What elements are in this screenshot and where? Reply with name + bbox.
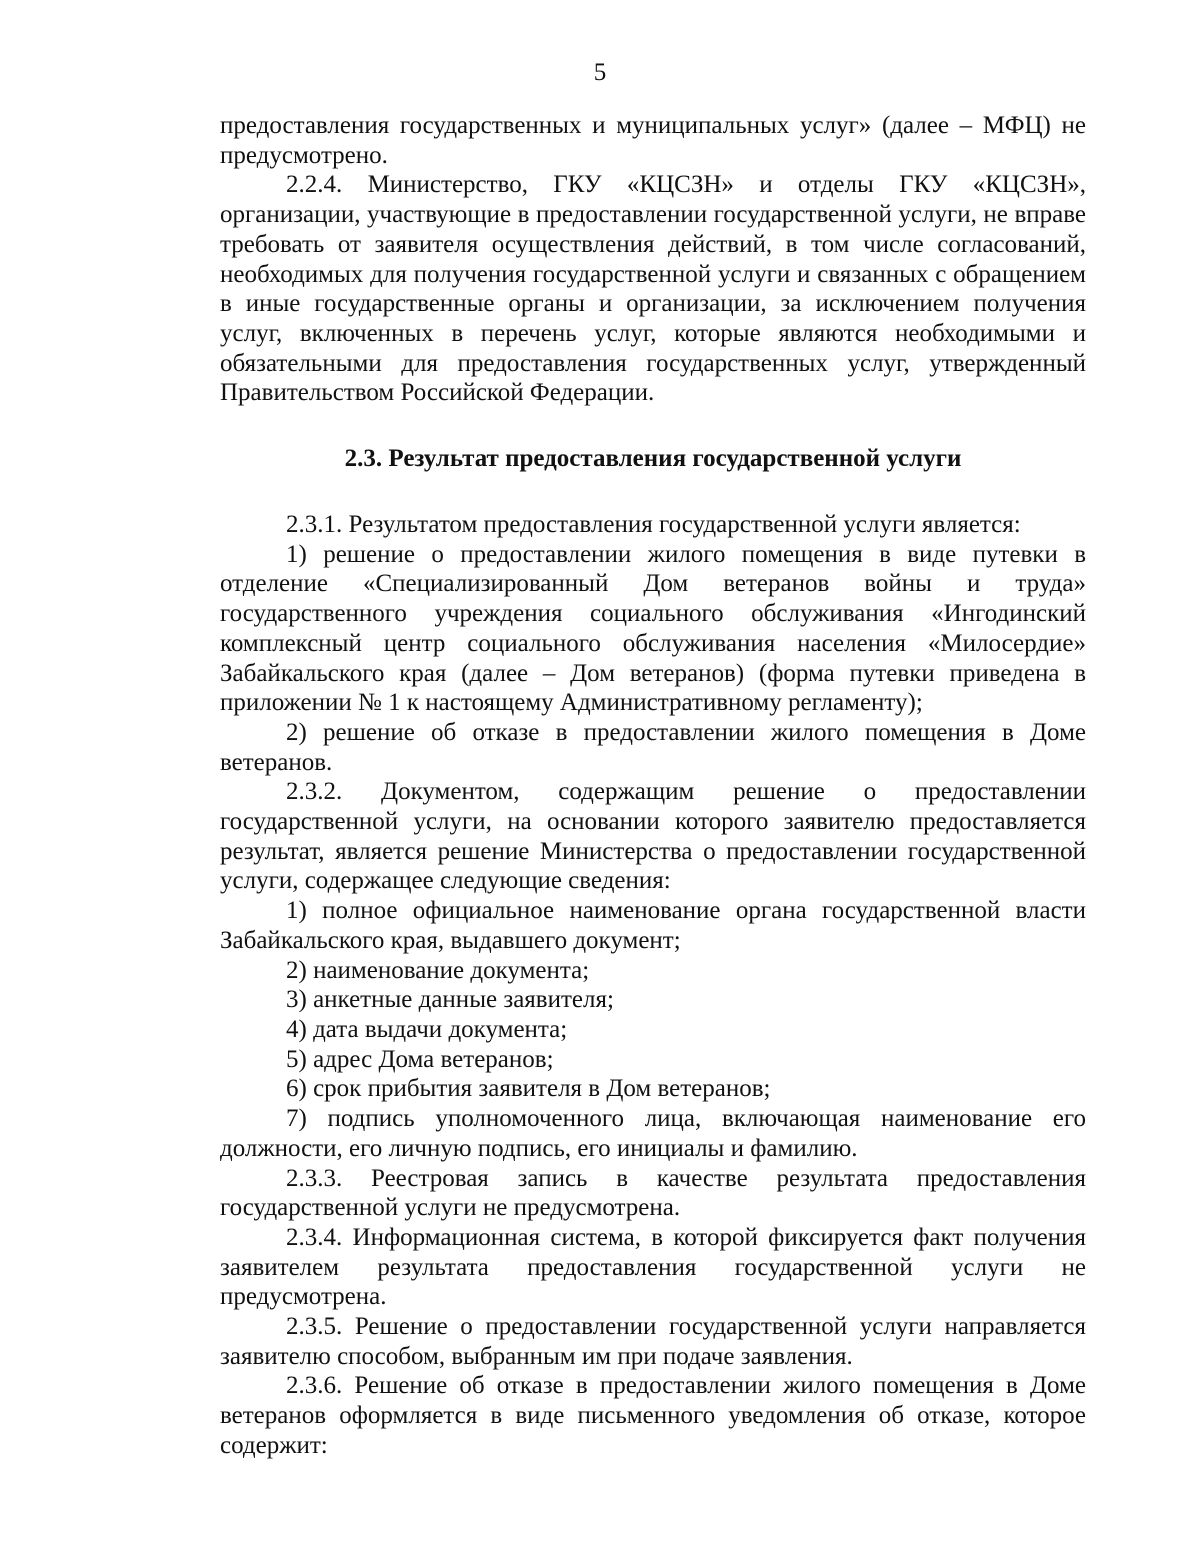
paragraph: 2.2.4. Министерство, ГКУ «КЦСЗН» и отделы ГКУ «КЦСЗН», организации, участвующие в предоставлении государственной услуги, не вправе требовать от заявителя осуществления действий, в том числе согласований, необходимых для получения государственной услуги и связанных с обращением в иные государственные органы и организации, за исключением получения услуг, включенных в перечень услуг, которые являются необходимыми и обязательными для предоставления государственных услуг, утвержденный Правительством Российской Федерации. [220,171,1086,407]
section-heading: 2.3. Результат предоставления государственной услуги [344,445,962,473]
paragraph: 2.3.2. Документом, содержащим решение о предоставлении государственной услуги, на основании которого заявителю предоставляется результат, является решение Министерства о предоставлении государственной услуги, содержащее следующие сведения: [220,778,1086,895]
paragraph: 2.3.5. Решение о предоставлении государственной услуги направляется заявителю способом, выбранным им при подаче заявления. [220,1313,1086,1370]
paragraph: 2.3.3. Реестровая запись в качестве результата предоставления государственной услуги не предусмотрена. [220,1164,1086,1222]
paragraph: 2.3.1. Результатом предоставления государственной услуги является: [286,511,1021,539]
list-item: 2) решение об отказе в предоставлении жилого помещения в Доме ветеранов. [220,718,1086,776]
paragraph: предоставления государственных и муниципальных услуг» (далее – МФЦ) не предусмотрено. [220,112,1086,169]
list-item: 1) полное официальное наименование органа государственной власти Забайкальского края, выдавшего документ; [220,897,1086,954]
list-item: 5) адрес Дома ветеранов; [286,1045,554,1073]
list-item: 1) решение о предоставлении жилого помещения в виде путевки в отделение «Специализированный Дом ветеранов войны и труда» государственного учреждения социального обслуживания «Ингодинский комплексный центр социального обслуживания населения «Милосердие» Забайкальского края (далее – Дом ветеранов) (форма путевки приведена в приложении № 1 к настоящему Административному регламенту); [220,540,1086,717]
list-item: 7) подпись уполномоченного лица, включающая наименование его должности, его личную подпись, его инициалы и фамилию. [220,1105,1086,1162]
document-body [220,111,1086,1461]
list-item: 6) срок прибытия заявителя в Дом ветеранов; [286,1075,771,1103]
list-item: 4) дата выдачи документа; [286,1015,568,1043]
paragraph: 2.3.6. Решение об отказе в предоставлении жилого помещения в Доме ветеранов оформляется в виде письменного уведомления об отказе, которое содержит: [220,1372,1086,1459]
page-number: 5 [593,59,607,86]
paragraphs-before-heading [220,111,1086,408]
list-item: 2) наименование документа; [286,956,590,984]
paragraphs-after-heading [220,510,1086,1461]
list-item: 3) анкетные данные заявителя; [286,986,614,1014]
paragraph: 2.3.4. Информационная система, в которой фиксируется факт получения заявителем результата предоставления государственной услуги не предусмотрена. [220,1223,1086,1311]
